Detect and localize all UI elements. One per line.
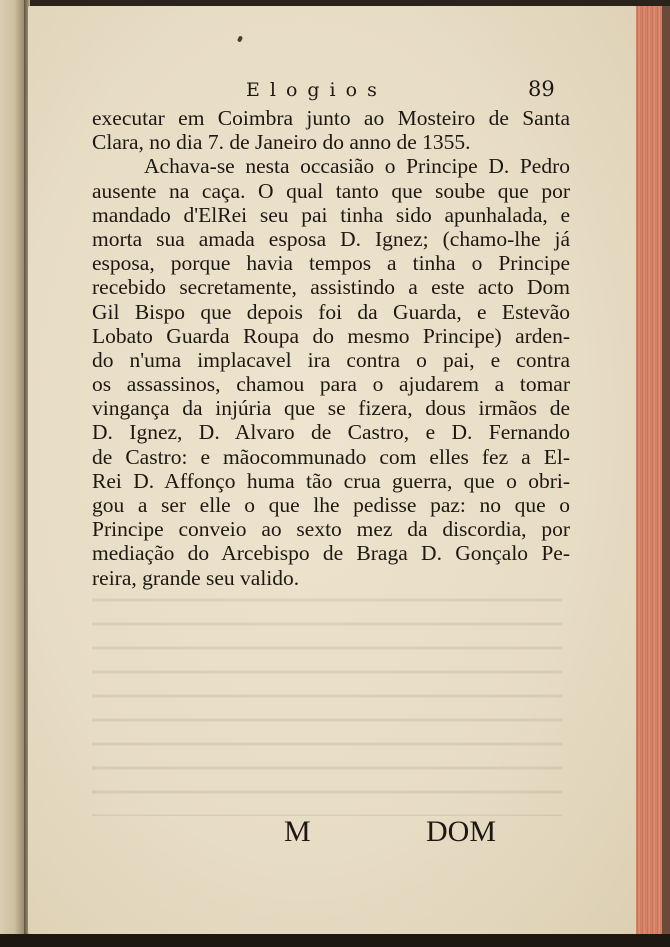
text-line: ausente na caça. O qual tanto que soube que por [92, 178, 570, 203]
text-line: Gil Bispo que depois foi da Guarda, e Estevão [92, 299, 570, 324]
ink-speck [237, 35, 243, 42]
show-through [92, 586, 562, 816]
catchword: DOM [426, 815, 497, 848]
text-line: Clara, no dia 7. de Janeiro do anno de 1355. [92, 130, 471, 155]
text-line: D. Ignez, D. Alvaro de Castro, e D. Fernando [92, 420, 570, 445]
text-line: do n'uma implacavel ira contra o pai, e contra [92, 347, 570, 372]
bottom-shadow [0, 934, 670, 947]
text-line: Principe conveio ao sexto mez da discordia, por [92, 517, 570, 542]
cover-edge [662, 6, 670, 934]
text-line: gou a ser elle o que lhe pedisse paz: no que o [92, 493, 570, 517]
text-line: os assassinos, chamou para o ajudarem a tomar [92, 372, 570, 397]
text-line: morta sua amada esposa D. Ignez; (chamo-lhe já [92, 226, 570, 251]
running-head: Elogios [246, 79, 387, 101]
text-line: esposa, porque havia tempos a tinha o Principe [92, 251, 570, 276]
text-line: Achava-se nesta occasião o Principe D. Pedro [144, 154, 570, 179]
text-line: executar em Coimbra junto ao Mosteiro de Santa [92, 106, 570, 130]
page-number: 89 [528, 77, 555, 101]
text-line: mediação do Arcebispo de Braga D. Gonçalo Pe- [92, 541, 570, 566]
text-line: vingança da injúria que se fizera, dous irmãos de [92, 396, 570, 421]
text-line: reira, grande seu valido. [92, 565, 300, 590]
page-header [58, 71, 568, 101]
text-line: Rei D. Affonço huma tão crua guerra, que o obri- [92, 468, 570, 493]
book-spine [0, 0, 26, 947]
signature-mark: M [284, 815, 311, 848]
page-edges [636, 6, 662, 934]
text-line: de Castro: e mãocommunado com elles fez a El- [92, 444, 570, 469]
text-line: recebido secretamente, assistindo a este acto Dom [92, 275, 570, 300]
text-line: Lobato Guarda Roupa do mesmo Principe) arden- [92, 323, 570, 348]
text-line: mandado d'ElRei seu pai tinha sido apunhalada, e [92, 202, 570, 227]
body-text [92, 106, 570, 590]
book-page [28, 6, 636, 934]
catchwords [64, 815, 544, 855]
